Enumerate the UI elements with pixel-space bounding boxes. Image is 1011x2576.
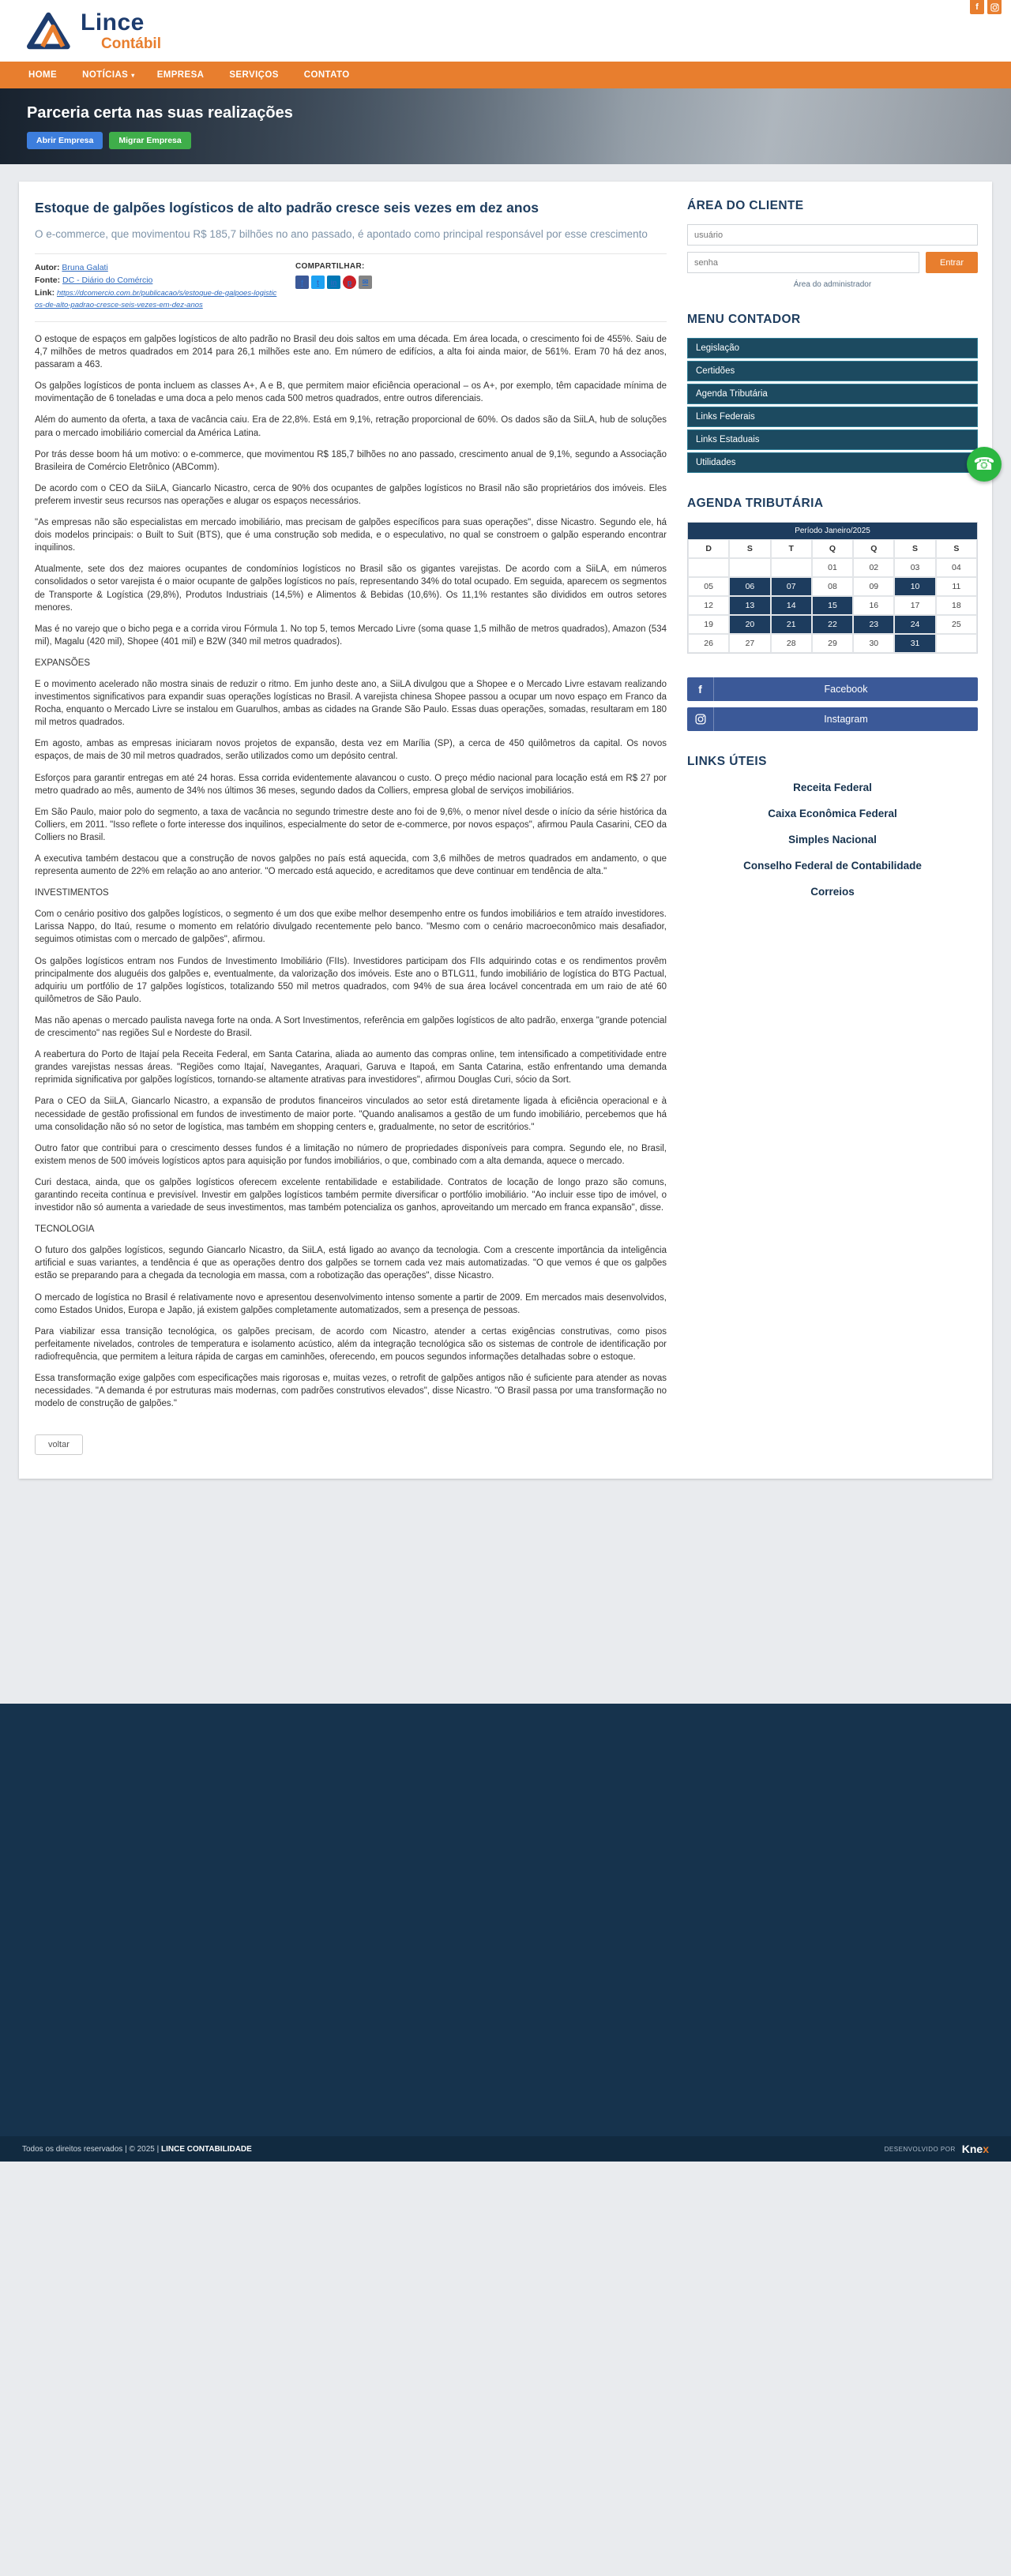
nav-item[interactable] bbox=[293, 62, 364, 88]
nav-item[interactable] bbox=[218, 62, 292, 88]
facebook-button[interactable] bbox=[687, 677, 978, 701]
calendar-date-cell[interactable] bbox=[771, 558, 812, 577]
useful-links-section bbox=[687, 755, 978, 898]
login-button[interactable]: Entrar bbox=[926, 252, 978, 273]
calendar-date-cell[interactable]: 23 bbox=[853, 615, 894, 634]
article-paragraph: EXPANSÕES bbox=[35, 658, 91, 668]
article-paragraph: Em São Paulo, maior polo do segmento, a taxa de vacância no segundo trimestre deste ano foi de 9,6%, o menor nível desde o início da série histórica da Colliers, em 2011. "Isso reflete o forte interesse dos inquilinos, especialmente do setor de e-commerce, por novos espaços", afirmou Paula Casarini, CEO da Colliers no Brasil. bbox=[35, 807, 667, 842]
share-icon[interactable]: t bbox=[311, 276, 325, 289]
article-source-url[interactable]: https://dcomercio.com.br/publicacao/s/estoque-de-galpoes-logisticos-de-alto-padrao-cresce-seis-vezes-em-dez-anos bbox=[35, 288, 277, 310]
tax-calendar bbox=[687, 522, 978, 654]
calendar-date-cell[interactable]: 02 bbox=[853, 558, 894, 577]
article-subtitle: O e-commerce, que movimentou R$ 185,7 bilhões no ano passado, é apontado como principal responsável por esse crescimento bbox=[35, 227, 667, 254]
back-button[interactable]: voltar bbox=[35, 1434, 83, 1455]
article-paragraph: E o movimento acelerado não mostra sinais de reduzir o ritmo. Em junho deste ano, a SiiLA divulgou que a Shopee e o Mercado Livre estavam realizando investimentos significativos para expandir suas operações logísticas no Brasil. A varejista chinesa Shopee passou a ocupar um novo espaço em Franco da Rocha, enquanto o Mercado Livre se instalou em Guarulhos, ambas as cidades na Grande São Paulo. Essas duas operações, somadas, resultaram em 180 mil metros quadrados. bbox=[35, 679, 667, 728]
hero-cta-button[interactable]: Migrar Empresa bbox=[109, 132, 190, 149]
page-title: Estoque de galpões logísticos de alto padrão cresce seis vezes em dez anos bbox=[35, 200, 539, 216]
useful-link[interactable]: Caixa Econômica Federal bbox=[768, 807, 897, 819]
instagram-glyph bbox=[990, 3, 999, 12]
author-label: Autor: bbox=[35, 263, 60, 272]
calendar-day-header: Q bbox=[812, 539, 853, 558]
instagram-icon bbox=[687, 707, 714, 731]
menu-contador-section bbox=[687, 313, 978, 473]
nav-item-label: CONTATO bbox=[303, 70, 350, 80]
article-paragraph: Atualmente, sete dos dez maiores ocupantes de condomínios logísticos no Brasil são os gigantes varejistas. De acordo com a SiiLA, em números consolidados o setor varejista é o maior ocupante de galpões logísticos no país, representando 34% do total ocupado. Em seguida, aparecem os segmentos de Transporte & Logística (29,8%), Produtos Industriais (14,5%) e Alimentos & Bebidas (10,6%). Os 11,1% restantes são divididos em outros setores menores. bbox=[35, 564, 667, 613]
useful-link[interactable]: Correios bbox=[810, 885, 855, 898]
username-input[interactable] bbox=[687, 224, 978, 246]
calendar-date-cell[interactable]: 04 bbox=[936, 558, 977, 577]
article-paragraph: Os galpões logísticos entram nos Fundos de Investimento Imobiliário (FIIs). Investidores participam dos FIIs adquirindo cotas e os rendimentos provêm principalmente dos aluguéis dos galpões e, eventualmente, da valorização dos imóveis. Este ano o BTLG11, fundo imobiliário de logística do BTG Pactual, adquiriu um portfólio de 17 galpões logísticos, totalizando 550 mil metros quadrados, com 94% de sua área locável concentrada em um raio de até 60 quilômetros de São Paulo. bbox=[35, 956, 667, 1004]
calendar-date-cell[interactable]: 01 bbox=[812, 558, 853, 577]
nav-item-label: NOTÍCIAS bbox=[82, 70, 129, 80]
copyright-company: LINCE CONTABILIDADE bbox=[161, 2144, 252, 2154]
article-paragraph: A reabertura do Porto de Itajaí pela Receita Federal, em Santa Catarina, aliada ao aumento das compras online, tem intensificado a competitividade entre grandes varejistas nessas áreas. "Regiões como Itajaí, Navegantes, Araquari, Garuva e Itapoá, em Santa Catarina, estão enfrentando uma demanda reprimida significativa por galpões logísticos, tornando-se altamente atrativas para investidores", afirmou Douglas Curi, sócio da Sort. bbox=[35, 1050, 667, 1086]
main-nav bbox=[0, 62, 1011, 88]
agenda-section bbox=[687, 497, 978, 654]
calendar-date-cell[interactable]: 22 bbox=[812, 615, 853, 634]
developer-label: DESENVOLVIDO POR bbox=[884, 2145, 956, 2153]
article-paragraph: Os galpões logísticos de ponta incluem as classes A+, A e B, que permitem maior eficiência operacional – os A+, por exemplo, têm capacidade mínima de movimentação de 6 toneladas e uma doca a pelo menos cada 500 metros quadrados, entre outros diferenciais. bbox=[35, 381, 667, 404]
nav-item[interactable] bbox=[71, 62, 146, 88]
article-paragraph: Com o cenário positivo dos galpões logísticos, o segmento é um dos que exibe melhor desempenho entre os fundos imobiliários e tem atraído investidores. Larissa Nappo, do Itaú, resume o momento em relatório divulgado recentemente pelo banco. "Mesmo com o cenário macroeconômico mais desafiador, seguimos otimistas com o mercado de galpões", afirmou. bbox=[35, 909, 667, 945]
calendar-date-cell[interactable]: 24 bbox=[894, 615, 935, 634]
useful-links-title: LINKS ÚTEIS bbox=[687, 755, 767, 768]
nav-item[interactable] bbox=[146, 62, 219, 88]
article-paragraph: Por trás desse boom há um motivo: o e-commerce, que movimentou R$ 185,7 bilhões no ano passado, crescimento anual de 9,1%, segundo a Associação Brasileira de Comércio Eletrônico (ABComm). bbox=[35, 449, 667, 472]
article-paragraph: Em agosto, ambas as empresas iniciaram novos projetos de expansão, desta vez em Marília (SP), a cerca de 450 quilômetros da capital. Os novos espaços, de mais de 30 mil metros quadrados, serão utilizados como um depósito central. bbox=[35, 739, 667, 762]
calendar-date-cell[interactable]: 31 bbox=[894, 634, 935, 653]
calendar-date-cell[interactable]: 30 bbox=[853, 634, 894, 653]
logo-subtitle: Contábil bbox=[101, 35, 161, 52]
calendar-date-cell[interactable]: 12 bbox=[688, 596, 729, 615]
calendar-date-cell[interactable]: 05 bbox=[688, 577, 729, 596]
menu-contador-item[interactable]: Certidões bbox=[687, 361, 978, 381]
logo-triangle-icon bbox=[27, 10, 73, 51]
article-paragraph: Esforços para garantir entregas em até 24 horas. Essa corrida evidentemente alavancou o custo. O preço médio nacional para locação está em R$ 27 por metro quadrado ao mês, aumento de 34% nos últimos 36 meses, segundo dados da Colliers, empresa global de serviços imobiliários. bbox=[35, 773, 667, 796]
site-header bbox=[0, 0, 1011, 62]
article-paragraph: Para o CEO da SiiLA, Giancarlo Nicastro, a expansão de produtos financeiros vinculados ao setor está diretamente ligada à eficiência operacional e à necessidade de gestão profissional em fundos de investimento de maior porte. "Quando analisamos a gestão de um fundo imobiliário, percebemos que há uma consolidação não só no setor de logística, mas também em shopping centers e, gradualmente, no setor de escritórios." bbox=[35, 1097, 667, 1132]
calendar-date-cell[interactable]: 18 bbox=[936, 596, 977, 615]
calendar-date-cell[interactable]: 06 bbox=[729, 577, 770, 596]
nav-item-label: EMPRESA bbox=[156, 70, 205, 80]
instagram-button[interactable] bbox=[687, 707, 978, 731]
logo-title: Lince bbox=[81, 9, 145, 36]
useful-link[interactable]: Receita Federal bbox=[793, 782, 872, 793]
nav-item-label: HOME bbox=[28, 70, 58, 80]
calendar-grid bbox=[688, 539, 977, 653]
menu-contador-list bbox=[687, 338, 978, 473]
article-paragraph: INVESTIMENTOS bbox=[35, 888, 109, 898]
top-social bbox=[970, 0, 1002, 14]
article-paragraph: O estoque de espaços em galpões logísticos de alto padrão no Brasil deu dois saltos em uma década. Em área locada, o crescimento foi de 455%. Saiu de 4,7 milhões de metros quadrados em 2014 para 26,1 milhões este ano. Em número de edifícios, a alta foi ainda maior, de 561%. Eram 70 há dez anos, passaram a 463. bbox=[35, 335, 667, 370]
calendar-date-cell[interactable]: 29 bbox=[812, 634, 853, 653]
calendar-date-cell[interactable]: 03 bbox=[894, 558, 935, 577]
logo-text bbox=[81, 11, 161, 51]
calendar-period: Período Janeiro/2025 bbox=[688, 523, 977, 539]
menu-contador-title: MENU CONTADOR bbox=[687, 313, 801, 326]
calendar-date-cell[interactable]: 13 bbox=[729, 596, 770, 615]
calendar-date-cell[interactable]: 26 bbox=[688, 634, 729, 653]
login-row bbox=[687, 252, 978, 273]
copyright bbox=[22, 2145, 252, 2154]
calendar-date-cell[interactable]: 27 bbox=[729, 634, 770, 653]
footer-bar bbox=[0, 2136, 1011, 2162]
menu-contador-item[interactable]: Links Federais bbox=[687, 407, 978, 427]
facebook-icon[interactable]: f bbox=[970, 0, 984, 14]
admin-area-link[interactable]: Área do administrador bbox=[793, 280, 872, 289]
instagram-icon[interactable] bbox=[987, 0, 1002, 14]
calendar-day-header: Q bbox=[853, 539, 894, 558]
article-paragraph: Mas é no varejo que o bicho pega e a corrida virou Fórmula 1. No top 5, temos Mercado Livre (soma quase 1,5 milhão de metros quadrados), Amazon (534 mil), Magalu (420 mil), Shopee (401 mil) e B2W (340 mil metros quadrados). bbox=[35, 624, 667, 647]
calendar-date-cell[interactable]: 15 bbox=[812, 596, 853, 615]
nav-item-label: SERVIÇOS bbox=[229, 70, 279, 80]
menu-contador-item[interactable]: Agenda Tributária bbox=[687, 384, 978, 404]
share-icons bbox=[295, 276, 372, 289]
password-input[interactable] bbox=[687, 252, 919, 273]
hero-banner bbox=[0, 88, 1011, 164]
article-paragraph: TECNOLOGIA bbox=[35, 1224, 95, 1235]
source-row bbox=[35, 275, 280, 287]
share-icon[interactable]: p bbox=[343, 276, 356, 289]
whatsapp-icon: ☎ bbox=[973, 454, 995, 474]
calendar-date-cell[interactable]: 09 bbox=[853, 577, 894, 596]
share-icon[interactable]: f bbox=[295, 276, 309, 289]
useful-link[interactable]: Simples Nacional bbox=[788, 833, 877, 846]
calendar-date-cell[interactable] bbox=[936, 634, 977, 653]
logo[interactable] bbox=[27, 10, 161, 51]
link-row bbox=[35, 287, 280, 313]
hero-title: Parceria certa nas suas realizações bbox=[27, 104, 293, 122]
calendar-day-header: T bbox=[771, 539, 812, 558]
menu-contador-item[interactable]: Links Estaduais bbox=[687, 429, 978, 450]
link-label: Link: bbox=[35, 287, 55, 298]
author-row bbox=[35, 262, 280, 275]
menu-contador-item[interactable]: Legislação bbox=[687, 338, 978, 358]
article-meta bbox=[35, 254, 667, 322]
article-paragraph: Mas não apenas o mercado paulista navega forte na onda. A Sort Investimentos, referência em galpões logísticos de alto padrão, enxerga "grande potencial de crescimento" nas regiões Sul e Nordeste do Brasil. bbox=[35, 1015, 667, 1039]
calendar-date-cell[interactable]: 07 bbox=[771, 577, 812, 596]
article-meta-left bbox=[35, 262, 295, 312]
calendar-date-cell[interactable]: 11 bbox=[936, 577, 977, 596]
whatsapp-button[interactable] bbox=[967, 447, 1002, 482]
share-block bbox=[295, 262, 372, 312]
author-link[interactable]: Bruna Galati bbox=[62, 263, 108, 272]
client-area-title: ÁREA DO CLIENTE bbox=[687, 199, 804, 212]
article-paragraph: O futuro dos galpões logísticos, segundo Giancarlo Nicastro, da SiiLA, está ligado ao avanço da tecnologia. Com a crescente importância da inteligência artificial e suas variantes, a tendência é que as operações dentro dos galpões se tornem cada vez mais automatizadas. "O que vemos é que os galpões estão se preparando para a chegada da tecnologia em massa, com a robotização das operações", disse Nicastro. bbox=[35, 1246, 667, 1281]
calendar-date-cell[interactable] bbox=[688, 558, 729, 577]
nav-item[interactable] bbox=[17, 62, 71, 88]
sidebar bbox=[687, 194, 978, 1455]
calendar-date-cell[interactable]: 21 bbox=[771, 615, 812, 634]
calendar-date-cell[interactable]: 08 bbox=[812, 577, 853, 596]
calendar-date-cell[interactable] bbox=[729, 558, 770, 577]
calendar-day-header: D bbox=[688, 539, 729, 558]
calendar-date-cell[interactable]: 10 bbox=[894, 577, 935, 596]
article-paragraph: Outro fator que contribui para o crescimento desses fundos é a limitação no número de propriedades disponíveis para compra. Segundo ele, no Brasil, existem menos de 500 imóveis logísticos aptos para aquisição por fundos imobiliários, o que, combinado com a alta demanda, aquece o mercado. bbox=[35, 1143, 667, 1166]
client-area-section bbox=[687, 199, 978, 289]
article-paragraph: "As empresas não são especialistas em mercado imobiliário, mas precisam de galpões específicos para suas operações", disse Nicastro. Segundo ele, há dois modelos principais: o Built to Suit (BTS), que é uma construção sob medida, e o especulativo, no qual se constroem o galpão esperando encontrar inquilinos. bbox=[35, 518, 667, 553]
article-paragraph: Para viabilizar essa transição tecnológica, os galpões precisam, de acordo com Nicastro, atender a certas exigências construtivas, como pisos perfeitamente nivelados, controles de temperatura e isolamento acústico, além da integração tecnológica são os sistemas de controle de identificação por radiofrequência, que permitem a leitura rápida de cargas em caminhões, oferecendo, em poucos segundos informações detalhadas sobre o estoque. bbox=[35, 1326, 667, 1362]
main-container bbox=[19, 182, 995, 1479]
source-link[interactable]: DC - Diário do Comércio bbox=[62, 275, 153, 285]
article-paragraph: Curi destaca, ainda, que os galpões logísticos oferecem excelente rentabilidade e estabilidade. Contratos de locação de longo prazo são comuns, garantindo receita contínua e previsível. Investir em galpões logísticos também permite diversificar o portfólio imobiliário. "Ao incluir esse tipo de imóvel, o investidor não só aumenta a variedade de seus investimentos, mas também potencializa os ganhos, aproveitando um mercado em franca expansão", disse. bbox=[35, 1177, 667, 1213]
article-paragraph: Essa transformação exige galpões com especificações mais rigorosas e, muitas vezes, o retrofit de galpões antigos não é suficiente para atender as novas necessidades. "A demanda é por estruturas mais modernas, com padrões construtivos elevados", disse Nicastro. "O Brasil passa por uma transformação no modelo de construção de galpões." bbox=[35, 1374, 667, 1409]
instagram-glyph bbox=[695, 714, 706, 725]
calendar-day-header: S bbox=[936, 539, 977, 558]
facebook-button-label: Facebook bbox=[824, 684, 868, 695]
developer-logo: Knex bbox=[961, 2143, 989, 2156]
social-buttons-section bbox=[687, 677, 978, 731]
footer-block bbox=[0, 1704, 1011, 2136]
facebook-icon: f bbox=[687, 677, 714, 701]
share-icon[interactable]: in bbox=[327, 276, 340, 289]
article-paragraph: Além do aumento da oferta, a taxa de vacância caiu. Era de 22,8%. Está em 9,1%, retração proporcional de 60%. Os dados são da SiiLA, hub de soluções para o mercado imobiliário comercial da América Latina. bbox=[35, 415, 667, 438]
calendar-date-cell[interactable]: 20 bbox=[729, 615, 770, 634]
article-paragraph: O mercado de logística no Brasil é relativamente novo e apresentou desenvolvimento intenso somente a partir de 2009. Em mercados mais desenvolvidos, como Estados Unidos, Europa e Japão, já existem galpões completamente automatizados, sem a presença de pessoas. bbox=[35, 1292, 667, 1315]
share-icon[interactable]: ✉ bbox=[359, 276, 372, 289]
menu-contador-item[interactable]: Utilidades bbox=[687, 452, 978, 473]
chevron-down-icon: ▾ bbox=[131, 71, 135, 79]
instagram-button-label: Instagram bbox=[824, 714, 868, 725]
agenda-title: AGENDA TRIBUTÁRIA bbox=[687, 497, 824, 510]
calendar-date-cell[interactable]: 25 bbox=[936, 615, 977, 634]
calendar-day-header: S bbox=[729, 539, 770, 558]
source-label: Fonte: bbox=[35, 275, 61, 285]
article-paragraph: De acordo com o CEO da SiiLA, Giancarlo Nicastro, cerca de 90% dos ocupantes de galpões logísticos no Brasil não são proprietários dos imóveis. Eles preferem investir seus recursos nas operações e alugar os espaços necessários. bbox=[35, 483, 667, 506]
article-paragraph: A executiva também destacou que a construção de novos galpões no país está aquecida, com 3,6 milhões de metros quadrados em andamento, o que representa aumento de 22% em relação ao ano anterior. "O mercado está aquecido, e acreditamos que deve continuar em tendência de alta." bbox=[35, 854, 667, 877]
article bbox=[35, 194, 667, 1455]
hero-buttons bbox=[27, 132, 984, 149]
calendar-date-cell[interactable]: 16 bbox=[853, 596, 894, 615]
useful-link[interactable]: Conselho Federal de Contabilidade bbox=[743, 859, 922, 872]
calendar-date-cell[interactable]: 19 bbox=[688, 615, 729, 634]
copyright-text: Todos os direitos reservados | © 2025 | bbox=[22, 2144, 161, 2154]
calendar-day-header: S bbox=[894, 539, 935, 558]
share-label: COMPARTILHAR: bbox=[295, 262, 365, 271]
calendar-date-cell[interactable]: 14 bbox=[771, 596, 812, 615]
calendar-date-cell[interactable]: 28 bbox=[771, 634, 812, 653]
developer-credit[interactable] bbox=[885, 2143, 989, 2155]
hero-cta-button[interactable]: Abrir Empresa bbox=[27, 132, 103, 149]
calendar-date-cell[interactable]: 17 bbox=[894, 596, 935, 615]
